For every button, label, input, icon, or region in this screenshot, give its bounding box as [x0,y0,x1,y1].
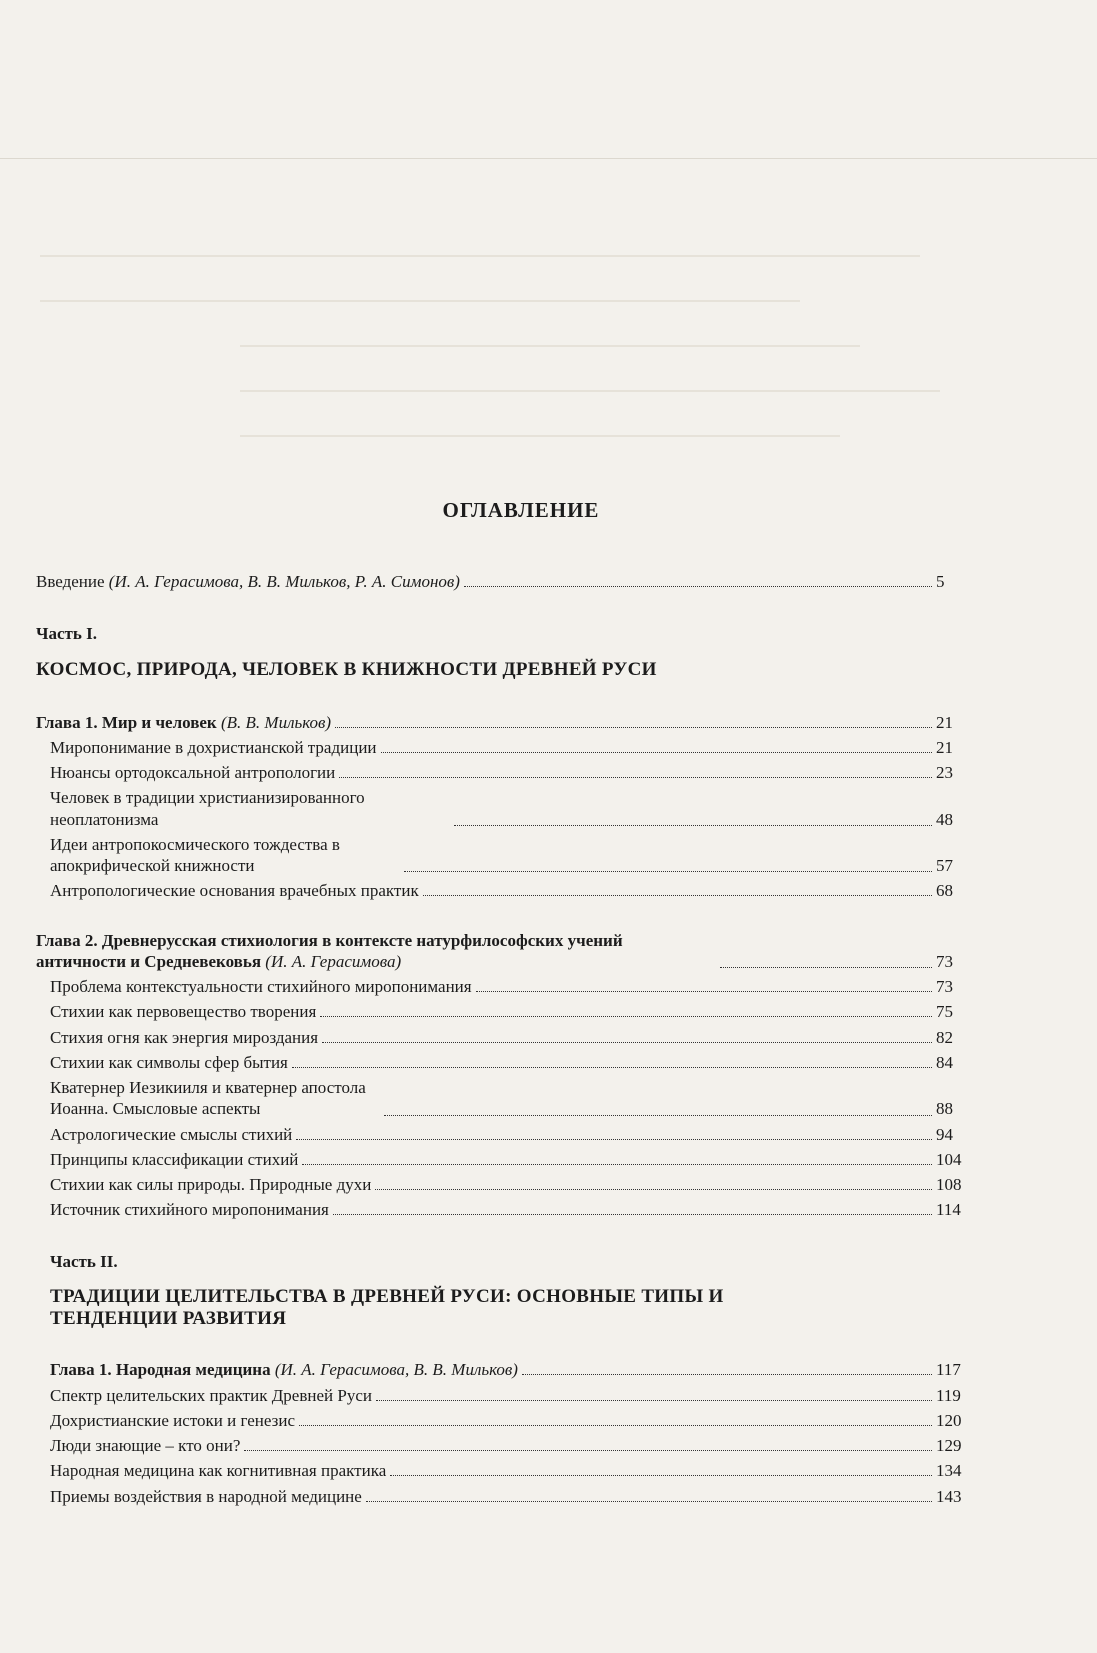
section-title: Астрологические смыслы стихий [50,1124,293,1144]
dot-leader [335,727,932,728]
toc-entry-section[interactable] [36,880,976,901]
toc-page-number: 119 [936,1385,961,1405]
chapter-label: Глава 1. Мир и человек [36,712,221,732]
dot-leader [366,1501,932,1502]
show-through-line [240,435,840,437]
part-label: Часть I. [36,623,97,643]
dot-leader [376,1400,932,1401]
part-title: КОСМОС, ПРИРОДА, ЧЕЛОВЕК В КНИЖНОСТИ ДРЕВНЕЙ РУСИ [36,658,657,680]
toc-entry-section[interactable] [36,1174,976,1195]
toc-page-number: 134 [936,1461,962,1481]
dot-leader [375,1189,932,1190]
toc-page-number: 143 [936,1486,962,1506]
section-title: Дохристианские истоки и генезис [50,1410,295,1430]
toc-page-number: 88 [936,1099,953,1119]
dot-leader [720,967,932,968]
chapter-label: Глава 1. Народная медицина [50,1360,275,1380]
toc-entry-text [36,571,460,592]
toc-entry-section[interactable] [36,1149,976,1170]
dot-leader [381,752,932,753]
toc-entry-text [36,930,716,973]
toc-entry-section[interactable] [36,834,976,877]
dot-leader [390,1475,932,1476]
dot-leader [296,1139,932,1140]
show-through-line [40,255,920,257]
toc-entry-section[interactable] [36,1052,976,1073]
part-block [36,1251,976,1507]
toc-entry-section[interactable] [50,1410,976,1431]
toc-page-number: 23 [936,763,953,782]
show-through-line [40,300,800,302]
toc-page-number: 120 [936,1410,962,1430]
section-title: Люди знающие – кто они? [50,1436,241,1456]
toc-entry-section[interactable] [36,1124,976,1145]
chapter-block [50,1359,976,1507]
part-block [36,623,976,1221]
section-title: Народная медицина как когнитивная практика [50,1461,387,1481]
toc-entry-section[interactable] [36,737,976,758]
toc-entry-text [36,712,331,733]
chapter-author: (И. А. Герасимова, В. В. Мильков) [274,1360,518,1380]
show-through-rule [0,158,1097,159]
section-title: Миропонимание в дохристианской традиции [50,737,377,757]
toc-entry-section[interactable] [36,976,976,997]
toc-entry-section[interactable] [50,1460,976,1481]
section-title: Приемы воздействия в народной медицине [50,1486,362,1506]
toc-entry-section[interactable] [36,1199,976,1220]
toc-entry-section[interactable] [36,787,976,830]
part-title: ТРАДИЦИИ ЦЕЛИТЕЛЬСТВА В ДРЕВНЕЙ РУСИ: ОСНОВНЫЕ ТИПЫ И ТЕНДЕНЦИИ РАЗВИТИЯ [50,1285,724,1329]
chapter-author: (И. А. Герасимова) [265,951,402,971]
show-through-line [240,390,940,392]
dot-leader [244,1450,932,1451]
chapter-author: (В. В. Мильков) [220,712,332,732]
section-title: Источник стихийного миропонимания [50,1200,329,1220]
section-title: Стихии как первовещество творения [50,1002,317,1022]
chapter-label: Глава 2. Древнерусская стихиология в контексте натурфилософских учений античности и Средневековья [36,930,623,971]
dot-leader [292,1067,932,1068]
toc-entry-chapter[interactable] [36,930,976,973]
section-title: Спектр целительских практик Древней Руси [50,1385,372,1405]
section-title: Нюансы ортодоксальной антропологии [50,763,336,782]
toc-page-number: 73 [936,951,953,971]
toc-page-number: 82 [936,1027,953,1047]
toc-page-number: 68 [936,881,953,901]
part-label: Часть II. [50,1251,118,1271]
dot-leader [302,1164,932,1165]
section-title: Кватернер Иезикииля и кватернер апостола Иоанна. Смысловые аспекты [50,1078,366,1119]
dot-leader [339,777,932,778]
toc-page-number: 114 [936,1200,961,1220]
dot-leader [454,825,932,826]
section-title: Стихия огня как энергия мироздания [50,1027,319,1047]
section-title: Человек в традиции христианизированного неоплатонизма [50,788,365,829]
toc-entry-chapter[interactable] [50,1359,976,1380]
toc-page-number: 117 [936,1360,961,1380]
dot-leader [333,1214,932,1215]
dot-leader [404,871,932,872]
dot-leader [299,1425,932,1426]
dot-leader [423,895,932,896]
toc-entry-section[interactable] [50,1435,976,1456]
toc-entry-introduction[interactable] [36,571,976,592]
section-title: Антропологические основания врачебных практик [50,881,419,901]
toc-entry-section[interactable] [50,1486,976,1507]
dot-leader [320,1016,932,1017]
toc-entry-label: Введение [36,572,109,592]
toc-entry-author: (И. А. Герасимова, В. В. Мильков, Р. А. Симонов) [108,572,460,592]
toc-page-number: 21 [936,712,953,732]
toc-page-number: 57 [936,856,953,875]
toc-page-number: 94 [936,1124,953,1144]
section-title: Принципы классификации стихий [50,1149,299,1169]
toc-page-number: 84 [936,1052,953,1072]
toc-entry-section[interactable] [36,762,976,783]
toc-page-number: 5 [936,572,945,592]
dot-leader [384,1115,932,1116]
toc-page-number: 75 [936,1002,953,1022]
toc-page-number: 21 [936,737,953,757]
toc-page-number: 108 [936,1175,962,1194]
toc-page-number: 129 [936,1436,962,1456]
toc-entry-text [50,1359,518,1380]
toc-entry-section[interactable] [50,1385,976,1406]
dot-leader [522,1374,932,1375]
table-of-contents [36,497,976,1535]
section-title: Идеи антропокосмического тождества в апокрифической книжности [50,834,340,875]
chapter-block [36,712,976,902]
toc-entry-section[interactable] [36,1027,976,1048]
show-through-line [240,345,860,347]
toc-entry-chapter[interactable] [36,712,976,733]
chapter-block [36,930,976,1221]
dot-leader [322,1042,932,1043]
toc-page-number: 104 [936,1149,962,1169]
toc-page-number: 48 [936,809,953,829]
toc-entry-section[interactable] [36,1077,976,1120]
section-title: Стихии как символы сфер бытия [50,1052,288,1072]
toc-page-number: 73 [936,977,953,996]
section-title: Проблема контекстуальности стихийного миропонимания [50,977,472,996]
page-title: ОГЛАВЛЕНИЕ [442,498,600,522]
dot-leader [464,586,932,587]
dot-leader [476,991,932,992]
section-title: Стихии как силы природы. Природные духи [50,1175,372,1194]
toc-entry-section[interactable] [36,1001,976,1022]
